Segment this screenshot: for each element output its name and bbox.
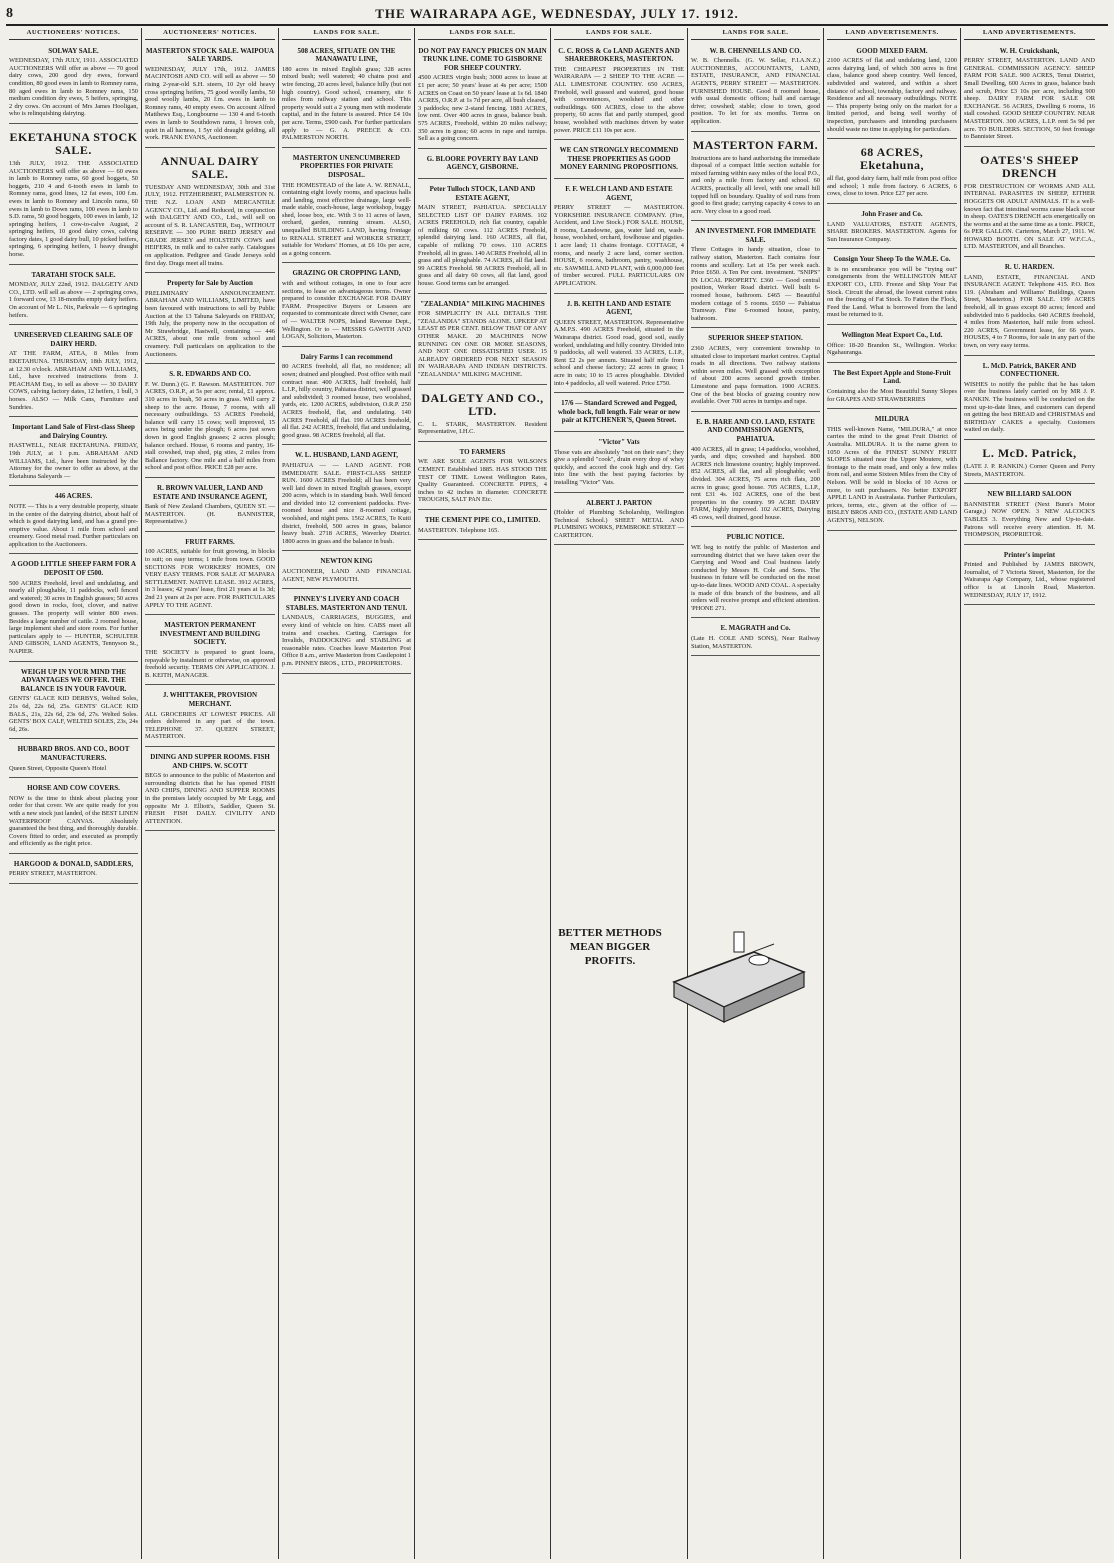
advertisement xyxy=(9,664,138,740)
ad-body: 80 ACRES freehold, all flat, no residence; all sown; drained and ploughed. Post office with mail contract near. 400 ACRES, half freehold, half L.I.P., hilly country, Pahiatua district, well grassed and subdivided; 3 roomed house, two woolshed, yards, etc. 1200 ACRES, subdivision, O.R.P. 250 ACRES freehold, flat, and undulating. 140 ACRES Freehold, all flat. 190 ACRES freehold, all flat. 242 ACRES, freehold, flat and undulating, good grass. 98 ACRES freehold, all flat. xyxy=(282,363,411,439)
ad-body: C. L. STARK, MASTERTON. Resident Representative, I.H.C. xyxy=(418,420,547,436)
ad-title: EKETAHUNA STOCK SALE. xyxy=(9,129,138,157)
ad-title: J. B. KEITH LAND AND ESTATE AGENT, xyxy=(566,299,672,317)
ad-body: 13th JULY, 1912. THE ASSOCIATED AUCTIONEERS will offer as above — 60 ewes in lamb to Romney rams, 60 good hoggets, 50 hoggets, 210 4 and 6-tooth ewes in lamb to Romney rams, good lines, 12 fat ewes, 100 f.m. ewes in lamb to Romney and Lincoln rams, 60 ewes in lamb to Down rams, 100 ewes in lamb to S.D. rams, 50 good hoggets, 100 ewes in lamb, 12 springing heifers, 1 cow-to-calve August, 2 springing heifers, 10 good dairy cows, calving factory dates, 1 good dairy bull, 10 picked heifers, springing, 6 springing heifers, 1 heavy draught horse. xyxy=(9,159,138,259)
ad-body: WE ARE SOLE AGENTS FOR WILSON'S CEMENT. Established 1885. HAS STOOD THE TEST OF TIME. Lowest Wellington Rates, Quality Guaranteed. CONCRETE PIPES, 4 inches to 42 inches in diameter. CONCRETE TROUGHS, SALT PAN Etc. xyxy=(418,458,547,504)
ad-body: WEDNESDAY, JULY 17th, 1912. JAMES MACINTOSH AND CO. will sell as above — 50 rising 2-year-old S.H. steers, 10 2yr old heavy cross springing heifers, 75 good woolly lambs, 50 good woolly lambs, 20 f.m. ewes in lamb to Romney rams, 40 empty ewes. On account Alfred Matthews Esq., Longbourne — 130 4 and 6-tooth ewes in lamb to Southdown rams, 1 brown cob, quiet in all harness, 1 5yr old draught gelding, all work. FRANK EVANS, Auctioneer. xyxy=(145,65,275,142)
ad-body: 2360 ACRES, very convenient township to situated close to important market centres. Capital roads in all directions. Two railway stations within seven miles. Well grassed with exception of about 200 acres second growth timber. Limestone and papa formation. 1900 ACRES. One of the best blocks of grazing country now available. Over 700 acres in turnips and rape. xyxy=(691,345,820,406)
advertisement xyxy=(827,43,957,140)
ad-title: GRAZING OR CROPPING LAND, xyxy=(292,269,401,278)
ad-title: GOOD MIXED FARM. xyxy=(856,46,928,55)
ad-title: UNRESERVED CLEARING SALE OF DAIRY HERD. xyxy=(14,331,133,348)
ad-body: Office: 18-20 Brandon St., Wellington. Works: Ngahauranga. xyxy=(827,341,957,357)
ad-title: "Victor" Vats xyxy=(598,437,640,446)
column-6 xyxy=(688,28,824,1559)
ad-body: TUESDAY AND WEDNESDAY, 30th and 31st JULY, 1912. FITZHERBERT, PALMERSTON N. THE N.Z. LOAN AND MERCANTILE AGENCY CO., Ltd. and Reduced, in conjunction with DALGETY AND CO., Ltd., will sell on account of S. R. LANCASTER, Esq., WITHOUT RESERVE — 300 PURE BRED JERSEY and GRADE JERSEY and HOLSTEIN COWS and HEIFERS, in milk and to calve early. Catalogues on application. Pedigree and Grade Jerseys sold first day. Drags meet all trains. xyxy=(145,183,275,267)
ad-body: (LATE J. P. RANKIN.) Corner Queen and Perry Streets, MASTERTON. xyxy=(964,462,1095,478)
advertisement xyxy=(145,43,275,148)
ad-title: Wellington Meat Export Co., Ltd. xyxy=(841,331,943,340)
advertisement xyxy=(145,480,275,532)
ad-body: 100 ACRES, suitable for fruit growing, in blocks to suit; on easy terms; 1 mile from town. GOOD SECTIONS FOR WORKERS' HOMES, ON VERY EASY TERMS. FOR SALE AT MAPARA SETTLEMENT. NATIVE LEASE. 3912 ACRES, in 3 leases; 42 years' lease, first 21 years at 1s 3d; 2nd 21 years at 2s per acre. FOR PARTICULARS APPLY TO THE AGENT. xyxy=(145,548,275,609)
advertisement xyxy=(554,395,684,432)
ad-title: 508 ACRES, SITUATE ON THE MANAWATU LINE, xyxy=(297,46,396,64)
ad-title: The Best Export Apple and Stone-Fruit Land. xyxy=(833,368,951,386)
ad-body: W. B. Chennells. (G. W. Sellar, F.I.A.N.Z.) AUCTIONEERS, ACCOUNTANTS, LAND, ESTATE, INSURANCE, AND FINANCIAL AGENTS, PERRY STREET — MASTERTON. FURNISHED HOUSE. Good 8 roomed house, with usual domestic offices; hall and carriage drive; cowshed; stable; close to town, good position. To let for six months. Terms on application. xyxy=(691,57,820,125)
ad-body: THE CHEAPEST PROPERTIES IN THE WAIRARAPA — 2 SHEEP TO THE ACRE — ALL LIMESTONE COUNTRY. 650 ACRES, Freehold, well grassed and watered, good house with conveniences, woolshed and other outbuildings. 600 ACRES, close to the above property, 60 acres flat and partly stumped, good house, woolshed with machines driven by water power. PRICE £11 10s per acre. xyxy=(554,65,684,134)
ad-body: QUEEN STREET, MASTERTON. Representative A.M.P.S. 490 ACRES Freehold, situated in the Wairarapa district. Good road, good soil, easily worked, undulating and hilly country. Divided into 9 paddocks, all well watered. 33 ACRES, L.I.P., Rent £2 2s per annum. Situated half mile from school and cheese factory; 22 acres in grass; 1 acre in oats; 10 to 15 acres ploughable. Divided into 4 paddocks, all well watered. Price £750. xyxy=(554,318,684,387)
advertisement xyxy=(9,780,138,854)
advertisement xyxy=(827,365,957,409)
advertisement xyxy=(9,419,138,486)
ad-title: MILDURA xyxy=(874,415,910,424)
ad-title: NEW BILLIARD SALOON xyxy=(987,490,1072,499)
column-7 xyxy=(824,28,961,1559)
newspaper-title: THE WAIRARAPA AGE, WEDNESDAY, JULY 17. 1912. xyxy=(375,6,739,21)
advertisement xyxy=(282,265,411,346)
ad-body: 500 ACRES Freehold, level and undulating, and nearly all ploughable, 11 paddocks, well fenced and watered; 30 acres in English grasses; 50 acres good down in rocks, foot, clover, and native grasses. The property will winter 800 ewes. Besides a large number of cattle. 2 roomed house, large implement shed and store room. For further particulars apply to — HUNTER, SCHULTER AND GIBSON, LAND AGENTS, Tennyson St., NAPIER. xyxy=(9,579,138,655)
advertisement xyxy=(964,149,1095,257)
ad-body: LAND VALUATORS, ESTATE AGENTS, SHARE BROKERS. MASTERTON. Agents for Sun Insurance Company. xyxy=(827,220,957,243)
masthead xyxy=(6,4,1108,26)
ad-title: L. McD. Patrick, xyxy=(982,445,1077,460)
column-heading: LANDS FOR SALE. xyxy=(554,28,684,40)
ad-title: MASTERTON PERMANENT INVESTMENT AND BUILDING SOCIETY. xyxy=(159,621,261,647)
ad-title: TARATAHI STOCK SALE. xyxy=(31,270,116,279)
ad-body: MASTERTON. Telephone 165. xyxy=(418,526,499,534)
ad-body: 4500 ACRES virgin bush; 3000 acres to lease at £1 per acre; 50 years' lease at 4s per acre; 1500 ACRES on Coast on 50 years' lease at 1s 6d. 1840 ACRES, O.R.P. at 1s 7d per acre, all bush cleared, 3 paddocks; new 2-stand fencing. 1881 ACRES, low rent. Over 400 acres in grass, balance bush. 575 ACRES, Freehold, within 20 miles railway; 350 acres in grass; 60 acres in rape and turnips. Sell as a going concern. xyxy=(418,74,547,143)
advertisement xyxy=(9,126,138,265)
ad-title: C. C. ROSS & Co LAND AGENTS AND SHAREBROKERS, MASTERTON. xyxy=(558,46,680,64)
ad-body: 400 ACRES, all in grass; 14 paddocks, woolshed, yards, and dips; cowshed and hayshed. 800 ACRES rich limestone country; highly improved. 852 ACRES, all flat, and all ploughable; well divided. 304 ACRES, 75 acres rich flats, 200 acres in grass; good house. 705 ACRES, L.I.P., rent £31 4s. 102 ACRES, one of the best properties in the country. 99 ACRE DAIRY FARM, highly improved. 102 ACRES, Dairying 45 cows, well drained, good house. xyxy=(691,445,820,521)
advertisement xyxy=(282,150,411,264)
ad-body: THE SOCIETY is prepared to grant loans, repayable by instalment or otherwise, on approved freehold security. TERMS ON APPLICATION. J. B. KEITH, MANAGER. xyxy=(145,649,275,679)
ad-body: MAIN STREET, PAHIATUA. SPECIALLY SELECTED LIST OF DAIRY FARMS. 102 ACRES FREEHOLD, rich flat country, capable of milking 60 cows. 112 ACRES Freehold, splendid dairying land. 160 ACRES, all flat, capable of milking 70 cows. 110 ACRES Freehold, all in grass. 140 ACRES Freehold, all in grass and all ploughable. 74 ACRES, all flat land. 99 ACRES Freehold. 98 ACRES Freehold, all in grass and all dairy 60 cows, all flat land, good house. Good terms can be arranged. xyxy=(418,204,547,288)
ad-title: MASTERTON UNENCUMBERED PROPERTIES FOR PRIVATE DISPOSAL. xyxy=(292,153,401,179)
ad-title: WE CAN STRONGLY RECOMMEND THESE PROPERTIES AS GOOD MONEY EARNING PROPOSITIONS. xyxy=(559,146,679,172)
advertisement xyxy=(554,142,684,179)
advertisement xyxy=(145,687,275,747)
ad-title: E. MAGRATH and Co. xyxy=(720,624,791,633)
promo-headline: BETTER METHODS MEAN BIGGER PROFITS. xyxy=(558,927,662,967)
advertisement xyxy=(145,534,275,615)
advertisement xyxy=(9,856,138,884)
column-heading: AUCTIONEERS' NOTICES. xyxy=(9,28,138,40)
ad-title: Important Land Sale of First-class Sheep and Dairying Country. xyxy=(12,423,135,440)
ad-body: Printed and Published by JAMES BROWN, Journalist, of 7 Victoria Street, Masterton, for the Wairarapa Age Company, Ltd., whose registered office is at Lincoln Road, Masterton. WEDNESDAY, JULY 17, 1912. xyxy=(964,561,1095,599)
advertisement xyxy=(964,43,1095,147)
ad-title: NEWTON KING xyxy=(320,557,373,566)
advertisement xyxy=(827,206,957,249)
advertisement xyxy=(282,447,411,551)
advertisement xyxy=(964,442,1095,484)
ad-body: 2100 ACRES of flat and undulating land, 1200 acres dairying land, of which 300 acres is first class, balance good sheep country. Well fenced, subdivided and watered, and within a short distance of school, township, factory and railway. Residence and all necessary outbuildings. NOTE — This property being only on the market for a limited period, and being well worthy of inspection, purchasers and intending purchasers should waste no time in applying for particulars. xyxy=(827,57,957,133)
advertisement xyxy=(418,444,547,510)
column-heading: LAND ADVERTISEMENTS. xyxy=(964,28,1095,40)
ad-title: R. U. HARDEN. xyxy=(1004,263,1055,272)
ad-body: PAHIATUA — — LAND AGENT. FOR IMMEDIATE SALE. FIRST-CLASS SHEEP RUN. 1600 ACRES Freehold; all has been very well laid down in mixed English grasses, except 200 acres, which is in standing bush. Well fenced and divided into 12 convenient paddocks. Five-roomed house and nice 8-roomed cottage, woolshed, and night pens. 1562 ACRES, Te Kuiti district, freehold, 500 acres in grass, balance heavy bush. 2718 ACRES, Waverley District. 1800 acres in grass and the balance in bush. xyxy=(282,461,411,545)
advertisement xyxy=(691,43,820,132)
ad-title: HUBBARD BROS. AND CO., BOOT MANUFACTURERS. xyxy=(17,745,130,762)
advertisement xyxy=(145,150,275,274)
ad-body: NOTE — This is a very desirable property, situate in the centre of the dairying district, about half of which is good dairying land, and has a grand pre-emptive value. About 1 mile from school and creamery. Good metal road. Further particulars on application to the Auctioneers. xyxy=(9,502,138,548)
ad-body: PERRY STREET, MASTERTON. LAND AND GENERAL COMMISSION AGENCY. SHEEP FARM FOR SALE. 900 ACRES, Tenui District, Small Dwelling, 600 Acres in grass, balance bush and scrub, Price £3 10s per acre, including 900 sheep. DAIRY FARM FOR SALE OR EXCHANGE. 56 ACRES, Dwelling 6 rooms, 16 stall cowshed. GOOD SHEEP COUNTRY. NEAR MASTERTON. 300 ACRES, L.I.P. rent 5s 9d per acre. TO BUILDERS. SECTION, 50 feet frontage to Bannister Street. xyxy=(964,57,1095,141)
advertisement xyxy=(691,620,820,656)
column-1 xyxy=(6,28,142,1559)
ad-title: DO NOT PAY FANCY PRICES ON MAIN TRUNK LINE. COME TO GISBORNE FOR SHEEP COUNTRY. xyxy=(418,46,547,72)
column-4 xyxy=(415,28,551,1559)
ad-body: AUCTIONEER, LAND AND FINANCIAL AGENT, NEW PLYMOUTH. xyxy=(282,568,411,583)
ad-body: (Late H. COLE AND SONS), Near Railway Station, MASTERTON. xyxy=(691,635,820,650)
ad-title: Property for Sale by Auction xyxy=(167,279,253,288)
ad-body: Three Cottages in handy situation, close to railway station, Masterton. Each contains four rooms and scullery. Let at 15s per week each. Price £650. A Ten Per cent. investment. "SNIPS" IN LOCAL PROPERTY. £360 — Good central position, Worker Road district. Well built 6-roomed house, bathroom. £465 — Beautiful modern cottage of 5 rooms. £650 — Pahiatua Tramway. Fine 6-roomed house, pantry, bathroom. xyxy=(691,246,820,322)
advertisement xyxy=(827,251,957,325)
ad-title: F. F. WELCH LAND AND ESTATE AGENT, xyxy=(565,184,673,202)
ad-title: DALGETY AND CO., LTD. xyxy=(421,390,544,418)
advertisement xyxy=(691,223,820,328)
ad-title: S. R. EDWARDS AND CO. xyxy=(169,370,251,379)
ad-title: WEIGH UP IN YOUR MIND THE ADVANTAGES WE OFFER. THE BALANCE IS IN YOUR FAVOUR. xyxy=(20,667,127,693)
ad-title: Peter Tulloch STOCK, LAND AND ESTATE AGENT, xyxy=(429,184,536,202)
ad-title: ANNUAL DAIRY SALE. xyxy=(160,153,260,181)
advertisement xyxy=(691,330,820,411)
advertisement xyxy=(418,512,547,540)
ad-title: PINNEY'S LIVERY AND COACH STABLES. MASTERTON AND TENUI. xyxy=(285,595,408,612)
ad-title: MASTERTON FARM. xyxy=(692,137,819,152)
ad-body: Queen Street, Opposite Queen's Hotel xyxy=(9,764,107,772)
column-heading: LANDS FOR SALE. xyxy=(282,28,411,40)
ad-title: Dairy Farms I can recommend xyxy=(300,352,393,361)
ad-body: LAND, ESTATE, FINANCIAL AND INSURANCE AGENT. Telephone 415. P.O. Box 119. (Abraham and Williams' Buildings, Queen Street, Masterton.) FOR SALE. 199 ACRES freehold, all in grass except 80 acres; fenced and subdivided into 6 paddocks. 640 ACRES freehold, 4 miles from Masterton, half mile from school. 220 ACRES, Government lease, for 66 years. HOUSES, 4 to 7 Rooms, for sale in any part of the town, on very easy terms. xyxy=(964,273,1095,349)
column-3 xyxy=(279,28,415,1559)
advertisement xyxy=(282,553,411,589)
advertisement xyxy=(282,43,411,148)
ad-title: John Fraser and Co. xyxy=(861,209,923,218)
ad-title: SOLWAY SALE. xyxy=(48,46,99,55)
ad-body: PERRY STREET, MASTERTON. xyxy=(9,870,97,878)
advertisement xyxy=(418,151,547,179)
ad-title: DINING AND SUPPER ROOMS. FISH AND CHIPS. W. SCOTT xyxy=(150,752,270,770)
advertisement xyxy=(964,486,1095,545)
ad-title: 446 ACRES. xyxy=(54,492,93,501)
advertisement xyxy=(554,43,684,141)
ad-body: NOW is the time to think about placing your order for that cover. We are quite ready for you with a new stock just landed, of the BEST LINEN WATERPROOF CANVAS. Absolutely guaranteed the best thing, and thoroughly durable. Covers fitted to order, and executed as promptly and efficiently as the right price. xyxy=(9,794,138,848)
advertisement xyxy=(691,414,820,528)
advertisement xyxy=(691,134,820,222)
ad-title: THE CEMENT PIPE CO., LIMITED. xyxy=(424,515,541,524)
page-number: 8 xyxy=(6,6,14,21)
ad-body: WE beg to notify the public of Masterton and surrounding district that we have taken over the Carrying and Wood and Coal business lately conducted by Messrs H. Cole and Sons. The business in future will be conducted on the most up-to-date lines. WOOD AND COAL. A specialty is made of this branch of the business, and all orders will receive prompt and efficient attention. 'PHONE 271. xyxy=(691,544,820,612)
ad-title: L. McD. Patrick, BAKER AND CONFECTIONER. xyxy=(982,361,1077,379)
advertisement xyxy=(9,43,138,124)
column-heading: LANDS FOR SALE. xyxy=(691,28,820,40)
advertisement xyxy=(554,495,684,546)
ad-body: 180 acres in mixed English grass; 328 acres mixed bush; well watered; 40 chains post and wire fencing, 20 acres level, balance hilly (but not high country). Good school, creamery, site 6 miles from railway station and school. This property would suit a 2 young men with moderate capital, and in the future is assured. Price £4 10s per acre. Terms, £900 cash. For further particulars apply to — G. A. PREECE & CO. PALMERSTON NORTH. xyxy=(282,65,411,142)
column-8 xyxy=(961,28,1098,1559)
ad-title: AN INVESTMENT. FOR IMMEDIATE SALE. xyxy=(695,227,816,244)
advertisement xyxy=(282,349,411,446)
ad-title: E. B. HARE AND CO. LAND, ESTATE AND COMMISSION AGENTS, PAHIATUA. xyxy=(696,417,815,443)
ad-body: Instructions are to hand authorising the immediate disposal of a compact little section suitable for mixed farming within easy miles of the local P.O., and only a mile from factory and school. 60 ACRES, practically all level, with one small hill topped hill on boundary. Quality of soil runs from good to first grade; carrying capacity 4 cows to an acre. Very close to a good road. xyxy=(691,154,820,215)
column-5 xyxy=(551,28,688,1559)
advertisement xyxy=(827,327,957,363)
advertisement xyxy=(9,488,138,554)
ad-body: PRELIMINARY ANNOUNCEMENT. ABRAHAM AND WILLIAMS, LIMITED, have been favoured with instructions to sell by Public Auction at the 13 Tahuna Saleyards on FRIDAY, 19th July, the property now in the occupation of Mr Strawbridge, Hastwell, containing — 446 ACRES, about one mile from school and creamery. Full particulars on application to the Auctioneers. xyxy=(145,289,275,358)
advertisement xyxy=(145,366,275,478)
ad-title: OATES'S SHEEP DRENCH xyxy=(980,152,1079,180)
advertisement xyxy=(827,411,957,530)
ad-title: Consign Your Sheep To the W.M.E. Co. xyxy=(833,255,951,264)
ad-body: THE HOMESTEAD of the late A. W. RENALL, containing eight lovely rooms, and spacious halls and landing, most effective drainage, large well-made stable, coach-house, large workshop, buggy shed, loose box, etc. With 3 to 11 acres of lawn, orchard, garden, running stream. ALSO, unequalled BUILDING LAND, having frontage to RENALL STREET and WORKER STREET, suitable for Workers' Homes, at £6 10s per acre, as a going concern. xyxy=(282,181,411,257)
advertisement xyxy=(418,43,547,149)
ad-title: R. BROWN VALUER, LAND AND ESTATE AND INSURANCE AGENT, xyxy=(153,483,267,501)
ad-title: J. WHITTAKER, PROVISION MERCHANT. xyxy=(162,691,258,708)
advertisement xyxy=(418,296,547,385)
ad-title: ALBERT J. PARTON xyxy=(586,498,652,507)
advertisement xyxy=(827,141,957,204)
columns xyxy=(6,28,1108,1559)
ad-body: PERRY STREET — MASTERTON. YORKSHIRE INSURANCE COMPANY. (Fire, Accident, and Live Stock.) FOR SALE. HOUSE, 8 rooms, Lansdowne, gas, water laid on, wash-house, woolshed, orchard, fowlhouse and pigsties. 1 acre land; 11 chains frontage. COTTAGE, 4 rooms, and nearly 2 acre land, corner section. HOUSE, 6 rooms, bathroom, pantry, washhouse, etc. SAWMILL AND PLANT, with 6,000,000 feet of timber secured. FULL PARTICULARS ON APPLICATION. xyxy=(554,204,684,288)
ad-title: Printer's imprint xyxy=(1003,550,1056,559)
ad-title: FRUIT FARMS. xyxy=(185,537,235,546)
ad-title: TO FARMERS xyxy=(459,447,506,456)
column-heading: AUCTIONEERS' NOTICES. xyxy=(145,28,275,40)
ad-body: LANDAUS, CARRIAGES, BUGGIES, and every kind of vehicle on hire. CABS meet all trains and coaches. Carting, Carriages for Invalids, PADDOCKING and STABLING at reasonable rates. Coaches leave Masterton Post Office 8 a.m., arrive Masterton from Castlepoint 1 p.m. PINNEY BROS., LTD., PROPRIETORS. xyxy=(282,614,411,667)
advertisement xyxy=(964,547,1095,606)
ad-body: Bank of New Zealand Chambers, QUEEN ST. — MASTERTON. (H. BANNISTER, Representative.) xyxy=(145,503,275,526)
ad-body: with and without cottages, in one to four acre sections, to lease on advantageous terms. Owner prepared to consider EXCHANGE FOR DAIRY FARM. Prospective Buyers or Lessees are requested to communicate direct with Owner, care of — WALTER NOPS, Inland Revenue Dept., Wellington. Or to — MESSRS GAWITH AND LOGAN, Solicitors, Masterton. xyxy=(282,280,411,341)
column-heading: LANDS FOR SALE. xyxy=(418,28,547,40)
advertisement xyxy=(282,591,411,673)
cream-separator-vat-illustration xyxy=(664,922,814,1032)
ad-body: BEGS to announce to the public of Masterton and surrounding districts that he has opened FISH AND CHIPS, DINING AND SUPPER ROOMS in the premises lately occupied by Mr Legg, and opposite Mr J. Elliott's, Saddler, Queen St. FRESH FISH DAILY. CIVILITY AND ATTENTION. xyxy=(145,772,275,825)
ad-title: PUBLIC NOTICE. xyxy=(726,533,785,542)
ad-body: all flat, good dairy farm, half mile from post office and school; 1 mile from factory. 6 ACRES, 6 cows, close to town. Price £27 per acre. xyxy=(827,175,957,198)
ad-body: GENTS' GLACE KID DERBYS, Welted Soles, 21s 6d, 22s 6d, 25s. GENTS' GLACE KID BALS., 21s, 22s 6d, 23s 6d, 27s. Welted Soles. GENTS' BOX CALF, WELTED SOLES, 23s, 24s 6d, 26s. xyxy=(9,695,138,733)
ad-title: HORSE AND COW COVERS. xyxy=(27,784,120,793)
ad-body: AT THE FARM, ATEA, 8 Miles from EKETAHUNA. THURSDAY, 18th JULY, 1912, at 12.30 o'clock. ABRAHAM AND WILLIAMS, Ltd., have received instructions from J. PEACHAM Esq., to sell as above — 30 DAIRY COWS, calving factory dates, 12 heifers, 1 bull, 3 horses. ALSO — Milk Cans, Furniture and Sundries. xyxy=(9,350,138,411)
ad-body: FOR SIMPLICITY IN ALL DETAILS THE "ZEALANDIA" STANDS ALONE. UPKEEP AT LEAST 85 PER CENT. BELOW THAT OF ANY OTHER MAKE. 20 MACHINES NOW RUNNING ON ONE OR MORE SEASONS, AND NOT ONE DISSATISFIED USER. 15 ALREADY ORDERED FOR NEXT SEASON IN WAIRARAPA AND INDIAN DISTRICTS. "ZEALANDIA" MILKING MACHINE. xyxy=(418,310,547,378)
better-methods-promo xyxy=(552,922,820,1044)
advertisement xyxy=(964,358,1095,440)
ad-body: ALL GROCERIES AT LOWEST PRICES. All orders delivered in any part of the town. TELEPHONE 37. QUEEN STREET, MASTERTON. xyxy=(145,710,275,741)
ad-body: THIS well-known Name, "MILDURA," at once carries the mind to the great Fruit District of Australia. MILDURA. It is the name given to 1050 Acres of the FINEST SUNNY FRUIT SLOPES situated near the Upper Moutere, with frontage to the main road, and only a few miles from rail, and some Sixteen Miles from the City of Nelson. Will be sold in blocks of 10 Acres or more, to suit purchasers. No better EXPORT APPLE LAND in Australasia. Further Particulars, prices, terms, etc., given at the office of — BISLEY BROS AND CO., (ESTATE AND LAND AGENTS), NELSON. xyxy=(827,425,957,524)
advertisement xyxy=(554,434,684,493)
advertisement xyxy=(9,556,138,661)
column-2 xyxy=(142,28,279,1559)
ad-body: FOR DESTRUCTION OF WORMS AND ALL INTERNAL PARASITES IN SHEEP, EITHER HOGGETS OR ADULT ANIMALS. IT is a well-known fact that intestinal worms cause black scour in sheep. OATES'S DRENCH acts energetically on the worms and at the same time as a tonic. PRICE, 6s PER GALLON. Carterton, March 27, 1911. W. HOWARD BOOTH. ON SALE AT W.F.C.A., LTD. MASTERTON, and all Branches. xyxy=(964,182,1095,251)
advertisement xyxy=(145,617,275,685)
advertisement xyxy=(145,275,275,364)
advertisement xyxy=(554,181,684,294)
ad-body: WISHES to notify the public that he has taken over the business lately carried on by MR J. P. RANKIN. The business will be conducted on the most up-to-date lines, and customers can depend on getting the best BREAD and CHRISTMAS and BIRTHDAY CAKES a specialty. Customers waited on daily. xyxy=(964,380,1095,434)
ad-title: W. L. HUSBAND, LAND AGENT, xyxy=(294,451,399,460)
advertisement xyxy=(418,387,547,442)
ad-title: 68 ACRES, Eketahuna, xyxy=(859,145,925,173)
ad-title: W. B. CHENNELLS AND CO. xyxy=(709,46,802,55)
advertisement xyxy=(964,259,1095,356)
ad-title: G. BLOORE POVERTY BAY LAND AGENCY, GISBORNE. xyxy=(426,154,539,172)
column-heading: LAND ADVERTISEMENTS. xyxy=(827,28,957,40)
ad-body: HASTWELL, NEAR EKETAHUNA. FRIDAY, 19th JULY, at 1 p.m. ABRAHAM AND WILLIAMS, Ltd., have been instructed by the Attorney for the owner to offer as above, at the Eketahuna Saleyards — xyxy=(9,442,138,480)
advertisement xyxy=(554,296,684,394)
advertisement xyxy=(9,267,138,326)
ad-title: "ZEALANDIA" MILKING MACHINES xyxy=(420,299,545,308)
ad-title: A GOOD LITTLE SHEEP FARM FOR A DEPOSIT OF £500. xyxy=(10,560,137,578)
ad-body: (Holder of Plumbing Scholarship, Wellington Technical School.) SHEET METAL AND PLUMBING WORKS, PEMBROKE STREET — CARTERTON. xyxy=(554,509,684,539)
advertisement xyxy=(9,327,138,417)
advertisement xyxy=(691,529,820,618)
advertisement xyxy=(145,749,275,831)
ad-body: It is no encumbrance you will be "trying out" consignments from the WELLINGTON MEAT EXPORT CO., LTD. Freeze and Ship Your Fat Stock. Circuit the abroad, the lowest current rates on the freezing of Fat Stock. To Fatten the Flock, Feed the Land. What is borrowed from the land must be returned to it. xyxy=(827,265,957,319)
ad-body: MONDAY, JULY 22nd, 1912. DALGETY AND CO., LTD. will sell as above — 2 springing cows, 1 forward cow, 13 18-months empty dairy heifers. On account of Mr L. Nix, Parkvale — 6 springing heifers. xyxy=(9,281,138,319)
ad-body: Those vats are absolutely "not on their ears"; they give a splendid "cook", drain every drop of whey quickly, and accord the cook high and dry. Get into line with the best paying factories by installing "Victor" Vats. xyxy=(554,448,684,486)
ad-body: Containing also the Most Beautiful Sunny Slopes for GRAPES AND STRAWBERRIES xyxy=(827,388,957,403)
advertisement xyxy=(9,741,138,778)
ad-title: MASTERTON STOCK SALE. WAIPOUA SALE YARDS. xyxy=(145,46,275,64)
ad-title: W. H. Cruickshank, xyxy=(999,46,1060,55)
ad-title: HARGOOD & DONALD, SADDLERS, xyxy=(13,859,134,868)
ad-body: BANNISTER STREET (Next Bunn's Motor Garage,) NOW OPEN. 3 NEW ALCOCK'S TABLES 3. Everything New and Up-to-date. Patrons will receive every attention. H. M. THOMPSON, PROPRIETOR. xyxy=(964,500,1095,539)
ad-body: F. W. Dunn.) (G. F. Rawson. MASTERTON. 707 ACRES, O.R.P., at 5s per acre; rental, £1 approx. 310 acres in bush, 50 acres in grass. Will carry 2 sheep to the acre. House, 7 rooms, with all necessary outbuildings. 53 ACRES Freehold, balance will carry 15 cows; well improved, 15 acres being under the plough; 6 acres just sown down in good English grasses; 2 acres plough; balance orchard. House, 6 rooms and pantry, 16-stall cowshed, trap shed, pig sties, 2 miles from Ballance factory. One mile and a half miles from school and post office. PRICE £28 per acre. xyxy=(145,380,275,472)
ad-title: 17/6 — Standard Screwed and Pegged, whole back, full length. Fair wear or new pair at KITCHENER'S, Queen Street. xyxy=(557,399,681,425)
ad-title: SUPERIOR SHEEP STATION. xyxy=(708,334,803,343)
ad-body: WEDNESDAY, 17th JULY, 1911. ASSOCIATED AUCTIONEERS Will offer as above — 70 good dairy cows, 200 good dry ewes, forward condition, 80 good ewes in lamb to Romney rams, 80 aged ewes in lamb to Romney rams, 150 medium condition dry ewes, 5 heifers, springing, 2 dry cows. On account of Mrs James Hooligan, who is relinquishing dairying. xyxy=(9,57,138,118)
advertisement xyxy=(418,181,547,294)
